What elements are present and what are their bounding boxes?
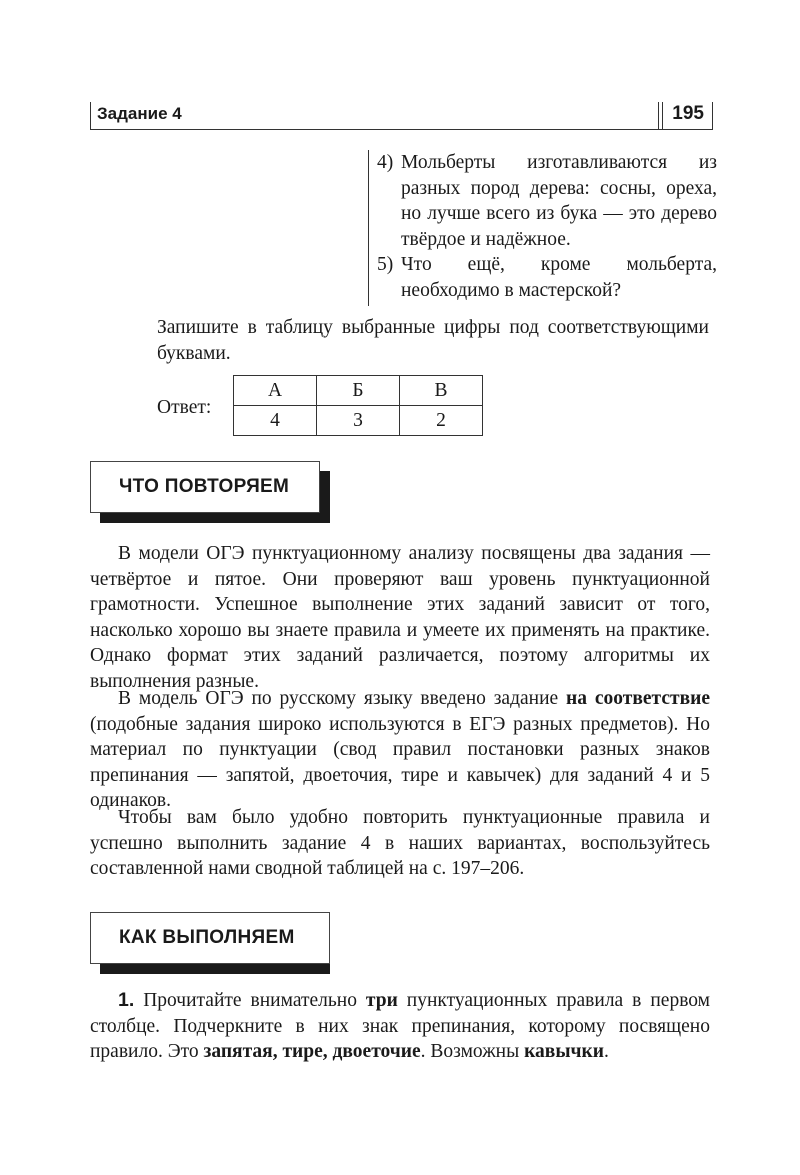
text-span: Прочитайте внимательно (134, 990, 366, 1011)
answer-table (233, 375, 483, 436)
text-span: (подобные задания широко используются в ЕГЭ разных предметов). Но материал по пунктуации (свод правил постановки разных знаков препинания — запятой, двоеточия, тире и кавычек) для заданий 4 и 5 одинаков. (90, 713, 710, 811)
running-header (90, 102, 713, 130)
bold-term: кавычки (524, 1041, 605, 1062)
option-text: Что ещё, кроме мольберта, необходимо в мастерской? (401, 254, 717, 301)
page-number: 195 (672, 103, 704, 124)
answer-value-row (234, 406, 483, 436)
text-span: пунктуационных правила в первом столбце. Подчеркните в них знак препинания, которому посвящено правило. Это (90, 990, 710, 1062)
bold-term: три (365, 990, 398, 1011)
review-paragraph-2 (90, 686, 710, 814)
answer-header-cell: В (400, 376, 483, 406)
section-heading-how (90, 912, 320, 964)
answer-header-cell: А (234, 376, 317, 406)
answer-value-cell: 3 (317, 406, 400, 436)
option-number: 4) (377, 152, 394, 173)
option-number: 5) (377, 254, 394, 275)
text-span: В модель ОГЭ по русскому языку введено задание (118, 688, 567, 709)
answer-header-row (234, 376, 483, 406)
step-number: 1. (118, 989, 135, 1011)
option-item (377, 252, 717, 303)
bold-term: запятая, тире, двоеточие (203, 1041, 421, 1062)
text-span: . (604, 1041, 609, 1062)
step-1-paragraph (90, 988, 710, 1065)
section-title: ЧТО ПОВТОРЯЕМ (119, 476, 290, 497)
answer-value-cell: 4 (234, 406, 317, 436)
option-item (377, 150, 717, 252)
review-paragraph-1: В модели ОГЭ пунктуационному анализу посвящены два задания — четвёртое и пятое. Они проверяют ваш уровень пунктуационной грамотности. Успешное выполнение этих заданий зависит от того, насколько хорошо вы знаете правила и умеете их применять на практике. Однако формат этих заданий различается, поэтому алгоритмы их выполнения разные. (90, 543, 710, 692)
header-title: Задание 4 (97, 104, 182, 123)
section-heading-review (90, 461, 320, 513)
heading-box (90, 461, 320, 513)
section-title: КАК ВЫПОЛНЯЕМ (119, 927, 295, 948)
options-list (368, 150, 717, 306)
answer-value-cell: 2 (400, 406, 483, 436)
bold-term: на соответствие (566, 688, 711, 709)
answer-header-cell: Б (317, 376, 400, 406)
instruction-text: Запишите в таблицу выбранные цифры под соответствующими буквами. (157, 317, 709, 364)
heading-box (90, 912, 330, 964)
option-text: Мольберты изготавливаются из разных пород дерева: сосны, ореха, но лучше всего из бука — это дерево твёрдое и надёжное. (401, 152, 717, 250)
answer-label: Ответ: (157, 397, 212, 418)
review-paragraph-3: Чтобы вам было удобно повторить пунктуационные правила и успешно выполнить задание 4 в наших вариантах, воспользуйтесь составленной нами сводной таблицей на с. 197–206. (90, 807, 710, 879)
text-span: . Возможны (420, 1041, 525, 1062)
header-divider (658, 102, 663, 129)
